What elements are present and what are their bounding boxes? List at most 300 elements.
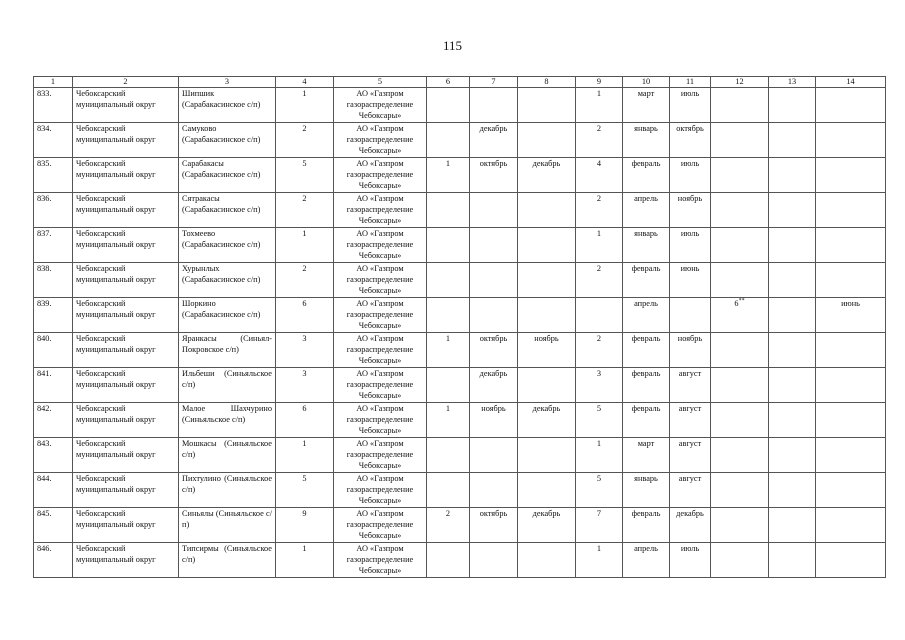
col6-cell <box>427 508 470 543</box>
page-number: 115 <box>442 38 463 53</box>
col6-cell <box>427 123 470 158</box>
count-cell-text: 1 <box>302 544 307 553</box>
col10-cell <box>623 368 670 403</box>
district-cell-text: Чебоксарский муниципальный округ <box>76 334 156 354</box>
col10-cell-text: февраль <box>631 509 661 518</box>
row-number-text: 837. <box>37 229 52 238</box>
col9-cell <box>576 88 623 123</box>
col10-cell <box>623 88 670 123</box>
col8-cell <box>518 403 576 438</box>
district-cell-text: Чебоксарский муниципальный округ <box>76 544 156 564</box>
col14-cell <box>816 298 886 333</box>
col12-cell <box>711 263 769 298</box>
organization-cell <box>334 263 427 298</box>
col8-cell <box>518 473 576 508</box>
col14-cell <box>816 473 886 508</box>
col6-cell <box>427 88 470 123</box>
column-header: 13 <box>769 77 816 88</box>
table-row <box>34 438 886 473</box>
col6-cell <box>427 438 470 473</box>
col11-cell <box>670 333 711 368</box>
col11-cell-text: август <box>678 369 702 378</box>
settlement-cell-text: Самуково (Сарабакасинское с/п) <box>182 124 261 144</box>
col8-cell <box>518 508 576 543</box>
col7-cell <box>470 438 518 473</box>
col9-cell <box>576 193 623 228</box>
col7-cell <box>470 333 518 368</box>
organization-cell-text: АО «Газпром газораспределение Чебоксары» <box>346 474 414 505</box>
count-cell <box>276 403 334 438</box>
column-header: 4 <box>276 77 334 88</box>
col8-cell-text: ноябрь <box>534 334 559 343</box>
col7-cell-text: ноябрь <box>481 404 506 413</box>
organization-cell-text: АО «Газпром газораспределение Чебоксары» <box>346 264 414 295</box>
organization-cell <box>334 403 427 438</box>
settlement-cell <box>179 228 276 263</box>
col10-cell-text: февраль <box>631 159 661 168</box>
col8-cell <box>518 298 576 333</box>
col13-cell <box>769 368 816 403</box>
col10-cell <box>623 123 670 158</box>
count-cell <box>276 193 334 228</box>
organization-cell-text: АО «Газпром газораспределение Чебоксары» <box>346 544 414 575</box>
col6-cell-text: 1 <box>445 334 451 343</box>
organization-cell <box>334 508 427 543</box>
table-row <box>34 193 886 228</box>
district-cell-text: Чебоксарский муниципальный округ <box>76 194 156 214</box>
count-cell <box>276 88 334 123</box>
table-row <box>34 508 886 543</box>
col13-cell <box>769 193 816 228</box>
district-cell <box>73 368 179 403</box>
col11-cell <box>670 123 711 158</box>
col12-cell <box>711 298 769 333</box>
col6-cell <box>427 403 470 438</box>
col14-cell-text: июнь <box>841 299 860 308</box>
col9-cell <box>576 403 623 438</box>
district-cell-text: Чебоксарский муниципальный округ <box>76 474 156 494</box>
table-body <box>34 77 886 578</box>
col11-cell <box>670 88 711 123</box>
col11-cell-text: август <box>678 404 702 413</box>
district-cell-text: Чебоксарский муниципальный округ <box>76 264 156 284</box>
organization-cell-text: АО «Газпром газораспределение Чебоксары» <box>346 334 414 365</box>
col14-cell <box>816 333 886 368</box>
settlement-cell <box>179 123 276 158</box>
col7-cell-text: декабрь <box>479 369 508 378</box>
district-cell <box>73 193 179 228</box>
count-cell-text: 1 <box>302 229 307 238</box>
col8-cell-text: декабрь <box>532 404 561 413</box>
col10-cell-text: март <box>637 89 655 98</box>
col9-cell <box>576 123 623 158</box>
settlement-cell-text: Мошкасы (Синьяльское с/п) <box>182 439 272 459</box>
settlement-cell-text: Сятракасы (Сарабакасинское с/п) <box>182 194 261 214</box>
row-number-text: 838. <box>37 264 52 273</box>
col10-cell-text: январь <box>634 124 658 133</box>
col10-cell-text: февраль <box>631 404 661 413</box>
district-cell <box>73 228 179 263</box>
table-row <box>34 473 886 508</box>
col8-cell <box>518 228 576 263</box>
count-cell-text: 3 <box>302 334 307 343</box>
col7-cell-text: декабрь <box>479 124 508 133</box>
col10-cell-text: апрель <box>634 194 658 203</box>
col11-cell <box>670 438 711 473</box>
row-number <box>34 543 73 578</box>
col14-cell <box>816 158 886 193</box>
col7-cell <box>470 403 518 438</box>
col11-cell-text: август <box>678 474 702 483</box>
col14-cell <box>816 543 886 578</box>
col9-cell-text: 5 <box>596 404 602 413</box>
col10-cell-text: март <box>637 439 655 448</box>
col12-cell <box>711 193 769 228</box>
district-cell <box>73 158 179 193</box>
row-number-text: 845. <box>37 509 52 518</box>
col9-cell-text: 3 <box>596 369 602 378</box>
count-cell <box>276 543 334 578</box>
count-cell <box>276 228 334 263</box>
col11-cell-text: ноябрь <box>677 194 703 203</box>
row-number-text: 839. <box>37 299 52 308</box>
col9-cell <box>576 473 623 508</box>
table-row <box>34 543 886 578</box>
district-cell-text: Чебоксарский муниципальный округ <box>76 509 156 529</box>
district-cell <box>73 508 179 543</box>
district-cell <box>73 123 179 158</box>
col7-cell <box>470 368 518 403</box>
organization-cell <box>334 543 427 578</box>
row-number <box>34 228 73 263</box>
row-number-text: 846. <box>37 544 52 553</box>
col11-cell <box>670 193 711 228</box>
settlement-cell <box>179 88 276 123</box>
col14-cell <box>816 88 886 123</box>
column-header: 1 <box>34 77 73 88</box>
count-cell <box>276 333 334 368</box>
row-number <box>34 158 73 193</box>
column-header: 5 <box>334 77 427 88</box>
district-cell-text: Чебоксарский муниципальный округ <box>76 124 156 144</box>
col9-cell <box>576 263 623 298</box>
count-cell <box>276 123 334 158</box>
col6-cell <box>427 263 470 298</box>
col13-cell <box>769 263 816 298</box>
col12-cell <box>711 228 769 263</box>
col7-cell <box>470 228 518 263</box>
district-cell-text: Чебоксарский муниципальный округ <box>76 89 156 109</box>
col7-cell <box>470 158 518 193</box>
row-number <box>34 438 73 473</box>
col14-cell <box>816 193 886 228</box>
col9-cell <box>576 508 623 543</box>
organization-cell <box>334 438 427 473</box>
district-cell-text: Чебоксарский муниципальный округ <box>76 229 156 249</box>
col9-cell-text: 2 <box>596 264 602 273</box>
col6-cell-text: 1 <box>445 404 451 413</box>
table-row <box>34 158 886 193</box>
organization-cell-text: АО «Газпром газораспределение Чебоксары» <box>346 89 414 120</box>
count-cell <box>276 298 334 333</box>
col13-cell <box>769 438 816 473</box>
row-number <box>34 473 73 508</box>
header-row <box>34 77 886 88</box>
col9-cell-text: 2 <box>596 334 602 343</box>
settlement-cell-text: Пихтулино (Синьяльское с/п) <box>182 474 272 494</box>
count-cell-text: 2 <box>302 194 307 203</box>
col10-cell <box>623 438 670 473</box>
organization-cell <box>334 193 427 228</box>
data-table <box>33 76 886 578</box>
settlement-cell-text: Ильбеши (Синьяльское с/п) <box>182 369 272 389</box>
col12-cell <box>711 403 769 438</box>
column-header: 8 <box>518 77 576 88</box>
settlement-cell <box>179 543 276 578</box>
col10-cell <box>623 333 670 368</box>
district-cell <box>73 403 179 438</box>
count-cell <box>276 508 334 543</box>
row-number <box>34 403 73 438</box>
settlement-cell-text: Синьялы (Синьяльское с/п) <box>182 509 272 529</box>
col11-cell-text: июль <box>680 229 700 238</box>
col9-cell <box>576 368 623 403</box>
col14-cell <box>816 403 886 438</box>
organization-cell-text: АО «Газпром газораспределение Чебоксары» <box>346 369 414 400</box>
row-number <box>34 508 73 543</box>
col14-cell <box>816 123 886 158</box>
col14-cell <box>816 228 886 263</box>
organization-cell <box>334 368 427 403</box>
col8-cell <box>518 123 576 158</box>
col10-cell-text: апрель <box>634 299 658 308</box>
column-header: 6 <box>427 77 470 88</box>
organization-cell-text: АО «Газпром газораспределение Чебоксары» <box>346 229 414 260</box>
count-cell-text: 5 <box>302 159 307 168</box>
row-number <box>34 88 73 123</box>
column-header: 7 <box>470 77 518 88</box>
col12-cell <box>711 473 769 508</box>
organization-cell-text: АО «Газпром газораспределение Чебоксары» <box>346 194 414 225</box>
col6-cell <box>427 333 470 368</box>
row-number <box>34 263 73 298</box>
col13-cell <box>769 333 816 368</box>
col8-cell <box>518 543 576 578</box>
col10-cell <box>623 543 670 578</box>
organization-cell-text: АО «Газпром газораспределение Чебоксары» <box>346 124 414 155</box>
count-cell <box>276 438 334 473</box>
table-row <box>34 88 886 123</box>
col13-cell <box>769 543 816 578</box>
count-cell <box>276 473 334 508</box>
row-number <box>34 298 73 333</box>
col7-cell <box>470 543 518 578</box>
count-cell-text: 5 <box>302 474 307 483</box>
col11-cell <box>670 473 711 508</box>
col14-cell <box>816 368 886 403</box>
row-number-text: 835. <box>37 159 52 168</box>
table-row <box>34 228 886 263</box>
district-cell <box>73 473 179 508</box>
settlement-cell <box>179 473 276 508</box>
col11-cell <box>670 228 711 263</box>
column-header: 11 <box>670 77 711 88</box>
table-row <box>34 298 886 333</box>
district-cell-text: Чебоксарский муниципальный округ <box>76 404 156 424</box>
organization-cell <box>334 88 427 123</box>
organization-cell <box>334 158 427 193</box>
settlement-cell <box>179 368 276 403</box>
col13-cell <box>769 228 816 263</box>
district-cell-text: Чебоксарский муниципальный округ <box>76 369 156 389</box>
col9-cell-text: 5 <box>596 474 602 483</box>
row-number-text: 843. <box>37 439 52 448</box>
col7-cell <box>470 508 518 543</box>
column-header: 10 <box>623 77 670 88</box>
row-number-text: 841. <box>37 369 52 378</box>
col10-cell <box>623 263 670 298</box>
settlement-cell <box>179 333 276 368</box>
settlement-cell <box>179 508 276 543</box>
col9-cell <box>576 228 623 263</box>
row-number-text: 833. <box>37 89 52 98</box>
row-number-text: 844. <box>37 474 52 483</box>
col12-cell <box>711 543 769 578</box>
col7-cell <box>470 298 518 333</box>
district-cell-text: Чебоксарский муниципальный округ <box>76 159 156 179</box>
settlement-cell <box>179 158 276 193</box>
col8-cell <box>518 368 576 403</box>
district-cell <box>73 298 179 333</box>
col10-cell-text: февраль <box>631 264 661 273</box>
col11-cell <box>670 543 711 578</box>
col8-cell <box>518 158 576 193</box>
district-cell <box>73 543 179 578</box>
table-row <box>34 333 886 368</box>
district-cell-text: Чебоксарский муниципальный округ <box>76 299 156 319</box>
count-cell-text: 2 <box>302 264 307 273</box>
row-number-text: 834. <box>37 124 52 133</box>
col9-cell-text: 1 <box>596 544 602 553</box>
district-cell <box>73 333 179 368</box>
col8-cell <box>518 438 576 473</box>
settlement-cell <box>179 193 276 228</box>
col12-cell <box>711 333 769 368</box>
footnote-mark: ** <box>738 298 745 305</box>
col10-cell <box>623 508 670 543</box>
col7-cell <box>470 263 518 298</box>
col9-cell <box>576 333 623 368</box>
organization-cell-text: АО «Газпром газораспределение Чебоксары» <box>346 299 414 330</box>
organization-cell <box>334 298 427 333</box>
col9-cell <box>576 438 623 473</box>
row-number <box>34 123 73 158</box>
col12-cell <box>711 123 769 158</box>
col9-cell-text: 1 <box>596 229 602 238</box>
col8-cell <box>518 263 576 298</box>
col10-cell-text: февраль <box>631 334 661 343</box>
col9-cell <box>576 298 623 333</box>
col14-cell <box>816 438 886 473</box>
count-cell-text: 6 <box>302 404 307 413</box>
organization-cell-text: АО «Газпром газораспределение Чебоксары» <box>346 439 414 470</box>
column-header: 2 <box>73 77 179 88</box>
col13-cell <box>769 298 816 333</box>
row-number <box>34 368 73 403</box>
settlement-cell-text: Типсирмы (Синьяльское с/п) <box>182 544 272 564</box>
col7-cell-text: октябрь <box>479 509 508 518</box>
col8-cell-text: декабрь <box>532 159 561 168</box>
count-cell <box>276 158 334 193</box>
settlement-cell-text: Малое Шахчурино (Синьяльское с/п) <box>182 404 272 424</box>
col12-cell-text: 6 <box>734 299 739 308</box>
organization-cell <box>334 473 427 508</box>
col6-cell <box>427 368 470 403</box>
column-header: 9 <box>576 77 623 88</box>
count-cell-text: 2 <box>302 124 307 133</box>
col6-cell-text: 1 <box>445 159 451 168</box>
col14-cell <box>816 263 886 298</box>
settlement-cell-text: Хурынлых (Сарабакасинское с/п) <box>182 264 261 284</box>
row-number-text: 836. <box>37 194 52 203</box>
col7-cell <box>470 473 518 508</box>
col10-cell <box>623 228 670 263</box>
table-row <box>34 263 886 298</box>
district-cell <box>73 88 179 123</box>
col12-cell <box>711 158 769 193</box>
col7-cell <box>470 193 518 228</box>
col10-cell-text: февраль <box>631 369 661 378</box>
col13-cell <box>769 88 816 123</box>
col11-cell <box>670 158 711 193</box>
col10-cell <box>623 158 670 193</box>
settlement-cell-text: Тохмеево (Сарабакасинское с/п) <box>182 229 261 249</box>
col10-cell <box>623 403 670 438</box>
col9-cell <box>576 543 623 578</box>
district-cell <box>73 438 179 473</box>
count-cell <box>276 368 334 403</box>
col11-cell-text: июль <box>680 544 700 553</box>
col9-cell-text: 2 <box>596 194 602 203</box>
count-cell-text: 1 <box>302 439 307 448</box>
col13-cell <box>769 158 816 193</box>
col6-cell <box>427 473 470 508</box>
col11-cell-text: июнь <box>680 264 700 273</box>
column-header: 3 <box>179 77 276 88</box>
col6-cell <box>427 298 470 333</box>
col13-cell <box>769 473 816 508</box>
settlement-cell <box>179 298 276 333</box>
col13-cell <box>769 403 816 438</box>
col12-cell <box>711 88 769 123</box>
col10-cell <box>623 473 670 508</box>
row-number <box>34 333 73 368</box>
col10-cell-text: январь <box>634 229 658 238</box>
table-row <box>34 123 886 158</box>
column-header: 12 <box>711 77 769 88</box>
organization-cell <box>334 333 427 368</box>
col11-cell-text: октябрь <box>676 124 704 133</box>
col11-cell <box>670 403 711 438</box>
organization-cell <box>334 123 427 158</box>
col7-cell-text: октябрь <box>479 159 508 168</box>
district-cell <box>73 263 179 298</box>
col8-cell <box>518 88 576 123</box>
organization-cell-text: АО «Газпром газораспределение Чебоксары» <box>346 159 414 190</box>
col6-cell <box>427 158 470 193</box>
count-cell <box>276 263 334 298</box>
col9-cell <box>576 158 623 193</box>
